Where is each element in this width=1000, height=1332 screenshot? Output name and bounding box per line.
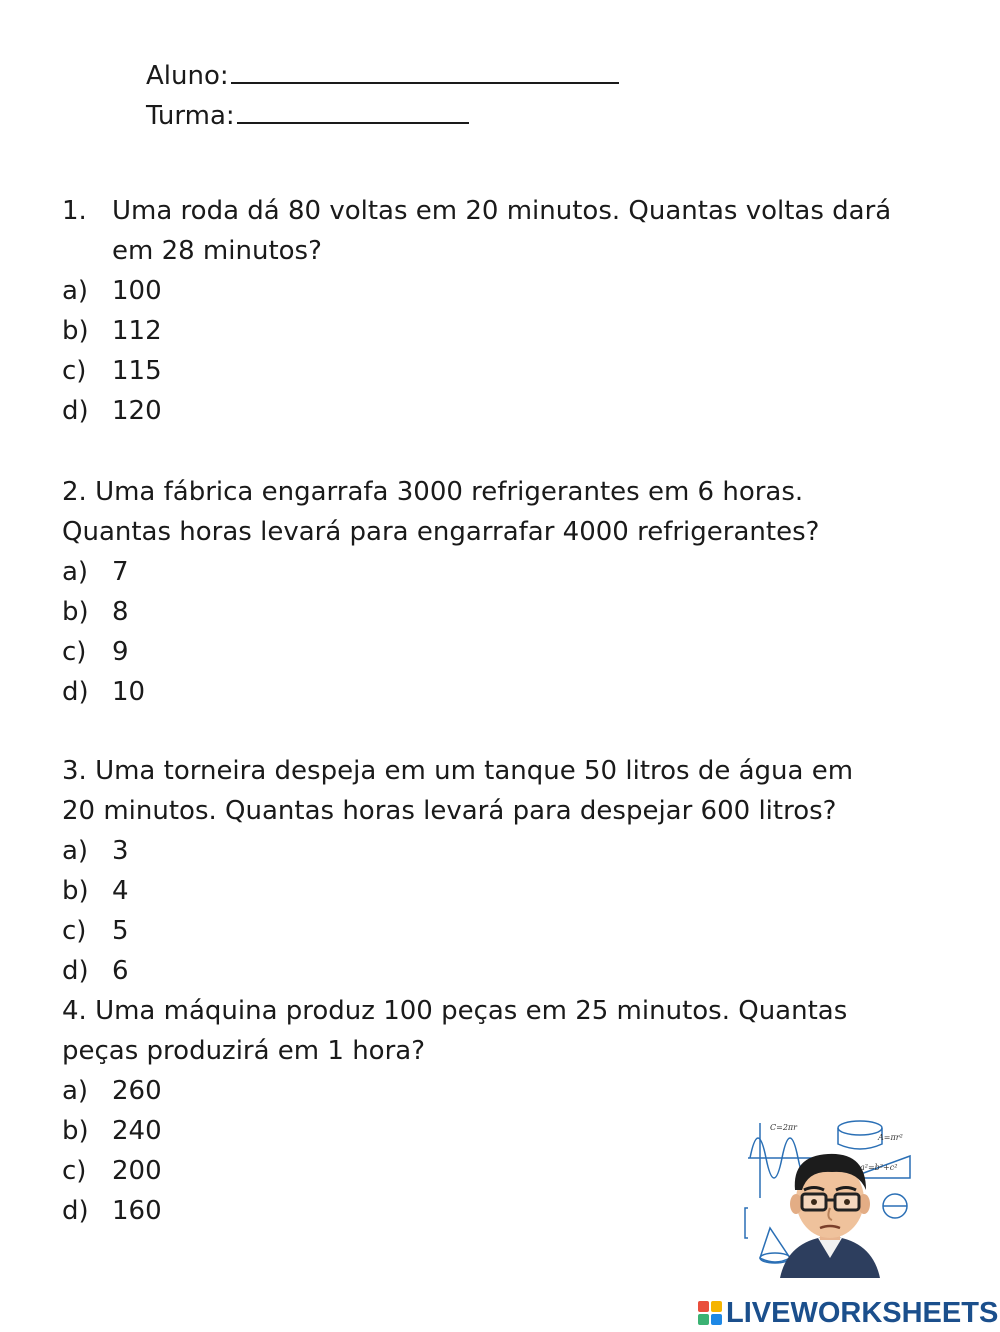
student-name-blank[interactable] bbox=[231, 54, 619, 84]
class-blank[interactable] bbox=[237, 94, 469, 124]
logo-square-1 bbox=[698, 1301, 709, 1312]
question-2-line2: Quantas horas levará para engarrafar 4000 refrigerantes? bbox=[62, 517, 820, 547]
question-3-option-a[interactable]: a) 3 bbox=[62, 836, 129, 866]
question-1-text: Uma roda dá 80 voltas em 20 minutos. Quantas voltas dará bbox=[112, 196, 892, 226]
class-label: Turma: bbox=[146, 101, 235, 131]
formula-circumference: C=2πr bbox=[770, 1123, 797, 1132]
question-4-option-b[interactable]: b) 240 bbox=[62, 1116, 162, 1146]
liveworksheets-text: LIVEWORKSHEETS bbox=[726, 1296, 999, 1329]
liveworksheets-watermark bbox=[698, 1296, 998, 1330]
question-2-line1: 2. Uma fábrica engarrafa 3000 refrigerantes em 6 horas. bbox=[62, 477, 804, 507]
logo-square-2 bbox=[711, 1301, 722, 1312]
logo-square-4 bbox=[711, 1314, 722, 1325]
question-1-line1 bbox=[62, 191, 891, 231]
teacher-avatar-illustration bbox=[740, 1108, 920, 1278]
question-1-option-b[interactable]: b) 112 bbox=[62, 316, 162, 346]
question-2-option-d[interactable]: d) 10 bbox=[62, 677, 146, 707]
formula-pythagoras: a²=b²+c² bbox=[860, 1163, 898, 1172]
question-4-option-d[interactable]: d) 160 bbox=[62, 1196, 162, 1226]
question-3-line1: 3. Uma torneira despeja em um tanque 50 litros de água em bbox=[62, 756, 854, 786]
question-1-option-a[interactable]: a) 100 bbox=[62, 276, 162, 306]
question-3-option-d[interactable]: d) 6 bbox=[62, 956, 129, 986]
question-1-line2: em 28 minutos? bbox=[112, 236, 322, 266]
liveworksheets-logo-icon bbox=[698, 1301, 722, 1325]
question-4-line2: peças produzirá em 1 hora? bbox=[62, 1036, 426, 1066]
question-2-option-c[interactable]: c) 9 bbox=[62, 637, 129, 667]
formula-area: A=πr² bbox=[878, 1133, 903, 1142]
question-4-option-a[interactable]: a) 260 bbox=[62, 1076, 162, 1106]
question-3-option-c[interactable]: c) 5 bbox=[62, 916, 129, 946]
question-3-line2: 20 minutos. Quantas horas levará para despejar 600 litros? bbox=[62, 796, 837, 826]
logo-square-3 bbox=[698, 1314, 709, 1325]
question-4-line1: 4. Uma máquina produz 100 peças em 25 minutos. Quantas bbox=[62, 996, 848, 1026]
question-1-number: 1. bbox=[62, 196, 87, 226]
question-2-option-b[interactable]: b) 8 bbox=[62, 597, 129, 627]
student-name-label: Aluno: bbox=[146, 61, 229, 91]
student-name-row bbox=[146, 54, 619, 94]
question-1-option-d[interactable]: d) 120 bbox=[62, 396, 162, 426]
question-2-option-a[interactable]: a) 7 bbox=[62, 557, 129, 587]
question-1-option-c[interactable]: c) 115 bbox=[62, 356, 162, 386]
class-row bbox=[146, 94, 469, 134]
question-4-option-c[interactable]: c) 200 bbox=[62, 1156, 162, 1186]
question-3-option-b[interactable]: b) 4 bbox=[62, 876, 129, 906]
math-teacher-avatar-icon bbox=[740, 1108, 920, 1278]
